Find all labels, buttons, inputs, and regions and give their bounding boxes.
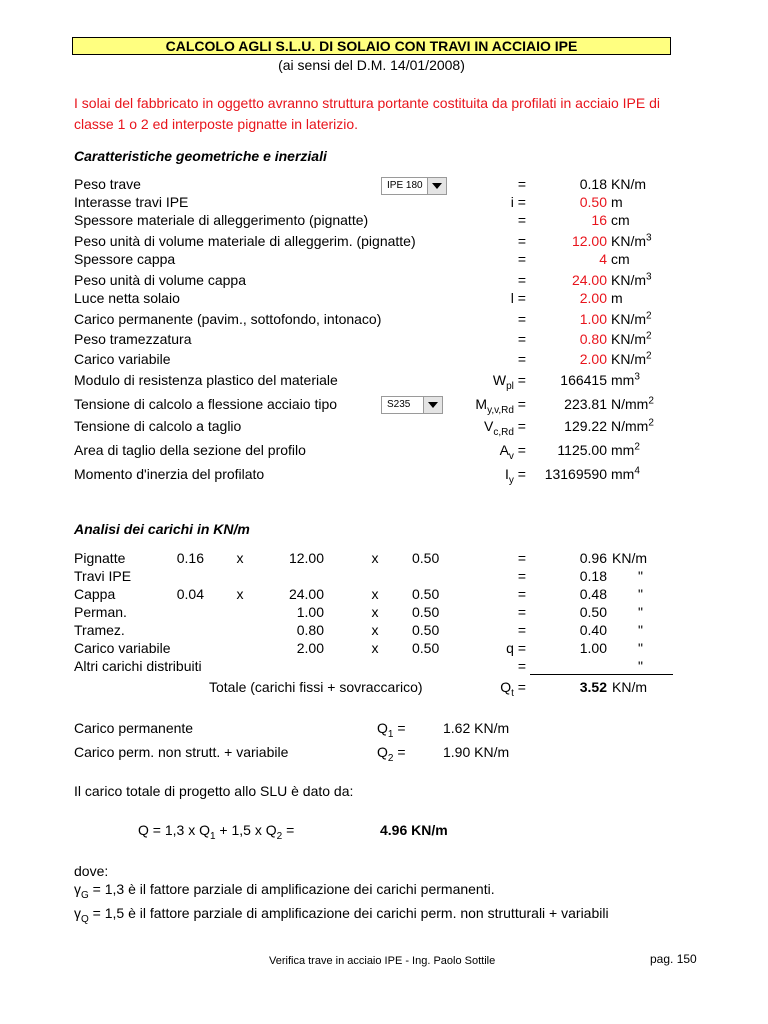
param-symbol: = <box>517 176 526 192</box>
param-unit: $KN/m^3$ <box>611 271 652 288</box>
design-formula: Q = 1,3 x $Q_1 + 1,5$ x $Q_2$ = <box>138 822 295 842</box>
design-text: Il carico totale di progetto allo SLU è dato da: <box>74 783 354 799</box>
load-label: Cappa <box>74 586 116 602</box>
load-label: Pignatte <box>74 550 126 566</box>
load-spacing: 0.50 <box>412 604 440 620</box>
param-symbol: $V_{c,Rd}$ = <box>484 418 526 438</box>
page-title: CALCOLO AGLI S.L.U. DI SOLAIO CON TRAVI IN ACCIAIO IPE <box>72 37 671 55</box>
combination-value: 1.90 KN/m <box>443 744 510 760</box>
times-sign: x <box>371 640 379 656</box>
design-result: 4.96 KN/m <box>380 822 448 838</box>
param-label: Carico permanente (pavim., sottofondo, intonaco) <box>74 311 382 327</box>
param-symbol: $A_v$ = <box>499 442 526 462</box>
load-thickness: 0.04 <box>176 586 204 602</box>
load-spacing: 0.50 <box>412 640 440 656</box>
param-symbol: = <box>517 331 526 347</box>
intro-text: I solai del fabbricato in oggetto avranno struttura portante costituita da profilati in acciaio IPE di classe 1 o 2 ed interposte pignatte in laterizio. <box>74 95 661 132</box>
param-symbol: = <box>517 351 526 367</box>
page-number: pag. 150 <box>650 952 697 966</box>
load-eq: q = <box>506 640 526 656</box>
param-value: 129.22 <box>564 418 607 434</box>
combination-label: Carico permanente <box>74 720 194 736</box>
load-weight: 2.00 <box>296 640 324 656</box>
param-unit: $N/mm^2$ <box>611 417 654 434</box>
param-value: 1125.00 <box>557 442 607 458</box>
combination-symbol: $Q_2$ = <box>377 744 406 764</box>
load-unit: " <box>638 658 643 674</box>
param-value[interactable]: 24.00 <box>571 272 607 288</box>
ipe-profile-select[interactable] <box>381 177 447 195</box>
load-unit: KN/m <box>612 550 647 566</box>
load-spacing: 0.50 <box>412 586 440 602</box>
load-value: 0.40 <box>579 622 607 638</box>
param-unit: m <box>611 194 623 210</box>
param-value: 166415 <box>560 372 607 388</box>
param-label: Carico variabile <box>74 351 171 367</box>
param-label: Modulo di resistenza plastico del materiale <box>74 372 338 388</box>
load-value: 1.00 <box>579 640 607 656</box>
steel-grade-select[interactable] <box>381 396 443 414</box>
load-spacing: 0.50 <box>412 622 440 638</box>
param-unit: KN/m <box>611 176 646 192</box>
total-value: 3.52 <box>579 679 607 695</box>
param-unit: $N/mm^2$ <box>611 395 654 412</box>
param-symbol: $M_{y,v,Rd}$ = <box>475 396 526 416</box>
param-symbol: l = <box>510 290 526 306</box>
param-symbol: = <box>517 212 526 228</box>
param-symbol: = <box>517 311 526 327</box>
notes-dove: dove: <box>74 863 109 879</box>
param-symbol: = <box>517 251 526 267</box>
load-eq: = <box>517 550 526 566</box>
steel-grade-value: S235 <box>387 399 411 410</box>
load-unit: " <box>638 604 643 620</box>
note-gamma-g: $\gamma_G = 1,3$ è il fattore parziale di amplificazione dei carichi permanenti. <box>74 881 495 901</box>
load-value: 0.18 <box>579 568 607 584</box>
param-unit: $KN/m^2$ <box>611 350 652 367</box>
param-label: Area di taglio della sezione del profilo <box>74 442 306 458</box>
param-unit: $mm^4$ <box>611 465 640 482</box>
load-label: Tramez. <box>74 622 125 638</box>
load-label: Altri carichi distribuiti <box>74 658 202 674</box>
param-label: Tensione di calcolo a flessione acciaio tipo <box>74 396 338 412</box>
load-eq: = <box>517 604 526 620</box>
times-sign: x <box>371 586 379 602</box>
load-weight: 1.00 <box>296 604 324 620</box>
chevron-down-icon[interactable] <box>423 397 442 413</box>
param-label: Spessore cappa <box>74 251 176 267</box>
ipe-profile-value: IPE 180 <box>387 180 423 191</box>
param-value[interactable]: 0.80 <box>579 331 607 347</box>
param-unit: $KN/m^2$ <box>611 330 652 347</box>
param-unit: $KN/m^2$ <box>611 310 652 327</box>
load-label: Perman. <box>74 604 127 620</box>
load-eq: = <box>517 586 526 602</box>
load-weight: 24.00 <box>288 586 324 602</box>
param-label: Peso tramezzatura <box>74 331 192 347</box>
param-label: Interasse travi IPE <box>74 194 189 210</box>
param-label: Peso unità di volume materiale di alleggerim. (pignatte) <box>74 233 416 249</box>
param-label: Tensione di calcolo a taglio <box>74 418 242 434</box>
param-value[interactable]: 4 <box>599 251 607 267</box>
load-spacing: 0.50 <box>412 550 440 566</box>
param-unit: $KN/m^3$ <box>611 232 652 249</box>
param-label: Peso trave <box>74 176 141 192</box>
param-symbol: $W_{pl}$ = <box>492 372 526 392</box>
param-label: Spessore materiale di alleggerimento (pignatte) <box>74 212 369 228</box>
param-label: Peso unità di volume cappa <box>74 272 246 288</box>
param-value[interactable]: 1.00 <box>579 311 607 327</box>
chevron-down-icon[interactable] <box>427 178 446 194</box>
times-sign: x <box>236 586 244 602</box>
param-unit: $mm^2$ <box>611 441 640 458</box>
times-sign: x <box>371 604 379 620</box>
load-weight: 12.00 <box>288 550 324 566</box>
param-unit: cm <box>611 212 630 228</box>
page-subtitle: (ai sensi del D.M. 14/01/2008) <box>278 57 465 73</box>
combination-symbol: $Q_1$ = <box>377 720 406 740</box>
load-thickness: 0.16 <box>176 550 204 566</box>
section-title-geometry: Caratteristiche geometriche e inerziali <box>74 148 327 164</box>
param-value[interactable]: 2.00 <box>579 290 607 306</box>
param-symbol: i = <box>510 194 526 210</box>
param-unit: $mm^3$ <box>611 371 640 388</box>
param-label: Momento d'inerzia del profilato <box>74 466 265 482</box>
load-eq: = <box>517 568 526 584</box>
load-unit: " <box>638 640 643 656</box>
param-value: 13169590 <box>544 466 607 482</box>
param-value: 0.18 <box>579 176 607 192</box>
load-value: 0.50 <box>579 604 607 620</box>
load-unit: " <box>638 586 643 602</box>
total-divider <box>530 674 673 675</box>
param-unit: m <box>611 290 623 306</box>
param-symbol: $I_y$ = <box>505 466 526 486</box>
load-unit: " <box>638 622 643 638</box>
param-symbol: = <box>517 233 526 249</box>
param-symbol: = <box>517 272 526 288</box>
param-value[interactable]: 0.50 <box>579 194 607 210</box>
combination-label: Carico perm. non strutt. + variabile <box>74 744 289 760</box>
param-value[interactable]: 16 <box>591 212 607 228</box>
load-eq: = <box>517 658 526 674</box>
load-value: 0.96 <box>579 550 607 566</box>
total-label: Totale (carichi fissi + sovraccarico) <box>209 679 423 695</box>
combination-value: 1.62 KN/m <box>443 720 510 736</box>
load-weight: 0.80 <box>296 622 324 638</box>
param-label: Luce netta solaio <box>74 290 180 306</box>
param-value[interactable]: 12.00 <box>571 233 607 249</box>
param-unit: cm <box>611 251 630 267</box>
load-eq: = <box>517 622 526 638</box>
param-value: 223.81 <box>564 396 607 412</box>
load-value: 0.48 <box>579 586 607 602</box>
load-label: Carico variabile <box>74 640 171 656</box>
footer-text: Verifica trave in acciaio IPE - Ing. Paolo Sottile <box>269 955 496 967</box>
times-sign: x <box>236 550 244 566</box>
total-unit: KN/m <box>612 679 647 695</box>
section-title-loads: Analisi dei carichi in KN/m <box>74 521 250 537</box>
times-sign: x <box>371 622 379 638</box>
param-value[interactable]: 2.00 <box>579 351 607 367</box>
load-label: Travi IPE <box>74 568 132 584</box>
load-unit: " <box>638 568 643 584</box>
note-gamma-q: $\gamma_Q = 1,5$ è il fattore parziale di amplificazione dei carichi perm. non strutturali + variabili <box>74 905 609 925</box>
times-sign: x <box>371 550 379 566</box>
total-symbol: $Q_t$ = <box>500 679 526 699</box>
